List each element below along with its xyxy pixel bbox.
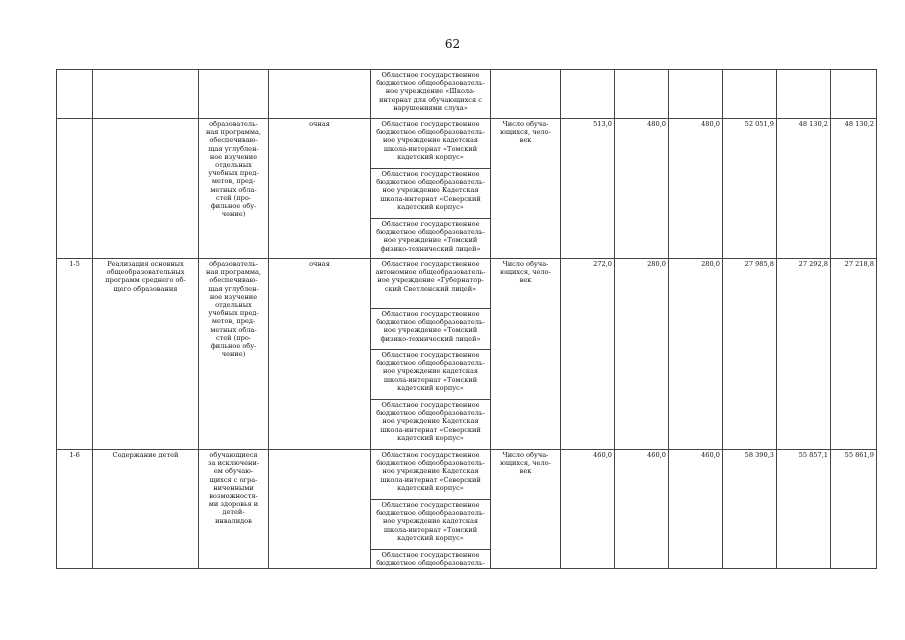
table-row	[57, 119, 877, 169]
row-id	[57, 119, 93, 259]
volume-1: 513,0	[561, 119, 615, 259]
service-content	[199, 70, 269, 119]
indicator-cell: Число обуча- ющихся, чело- век	[491, 450, 561, 569]
service-content: обучающиеся за исключени- ем обучаю- щихся с огра- ниченными возможностя- ми здоровья и детей- инвалидов	[199, 450, 269, 569]
finance-1: 27 985,8	[723, 259, 777, 450]
volume-2	[615, 70, 669, 119]
table-row	[57, 259, 877, 309]
institution-cell: Областное государственное бюджетное общеобразователь- ное учреждение Кадетская школа-интернат «Северский кадетский корпус»	[371, 400, 491, 450]
table-row	[57, 70, 877, 119]
finance-3	[831, 70, 877, 119]
volume-1: 460,0	[561, 450, 615, 569]
finance-2	[777, 70, 831, 119]
services-table	[56, 69, 877, 569]
institution-cell: Областное государственное бюджетное общеобразователь- ное учреждение Кадетская школа-интернат «Северский кадетский корпус»	[371, 169, 491, 219]
volume-1	[561, 70, 615, 119]
service-form: очная	[269, 259, 371, 450]
institution-cell: Областное государственное бюджетное общеобразователь- ное учреждение Кадетская школа-интернат «Северский кадетский корпус»	[371, 450, 491, 500]
institution-cell: Областное государственное бюджетное общеобразователь- ное учреждение кадетская школа-интернат «Томский кадетский корпус»	[371, 500, 491, 550]
page-number: 62	[444, 37, 461, 51]
finance-3: 55 861,9	[831, 450, 877, 569]
service-form	[269, 450, 371, 569]
indicator-cell: Число обуча- ющихся, чело- век	[491, 259, 561, 450]
service-content: образователь- ная программа, обеспечиваю- щая углублен- ное изучение отдельных учебных пред- метов, пред- метных обла- стей (про- фильное обу- чение)	[199, 119, 269, 259]
institution-cell: Областное государственное бюджетное общеобразователь- ное учреждение «Школа- интернат для обучающихся с нарушениями слуха»	[371, 70, 491, 119]
volume-3: 480,0	[669, 119, 723, 259]
institution-cell: Областное государственное бюджетное общеобразователь- ное учреждение «Томский физико-технический лицей»	[371, 309, 491, 350]
finance-3: 48 130,2	[831, 119, 877, 259]
finance-1: 52 051,9	[723, 119, 777, 259]
service-name: Содержание детей	[93, 450, 199, 569]
institution-cell: Областное государственное бюджетное общеобразователь- ное учреждение «Томский физико-технический лицей»	[371, 219, 491, 259]
institution-cell: Областное государственное бюджетное общеобразователь- ное учреждение кадетская школа-интернат «Томский кадетский корпус»	[371, 119, 491, 169]
finance-2: 55 857,1	[777, 450, 831, 569]
finance-2: 48 130,2	[777, 119, 831, 259]
service-name	[93, 70, 199, 119]
table-row	[57, 450, 877, 500]
volume-2: 480,0	[615, 119, 669, 259]
service-name: Реализация основных общеобразовательных программ среднего об- щего образования	[93, 259, 199, 450]
service-content: образователь- ная программа, обеспечиваю- щая углублен- ное изучение отдельных учебных пред- метов, пред- метных обла- стей (про- фильное обу- чение)	[199, 259, 269, 450]
row-id	[57, 70, 93, 119]
finance-1	[723, 70, 777, 119]
service-name	[93, 119, 199, 259]
service-form: очная	[269, 119, 371, 259]
finance-1: 58 390,3	[723, 450, 777, 569]
volume-3	[669, 70, 723, 119]
indicator-cell: Число обуча- ющихся, чело- век	[491, 119, 561, 259]
finance-2: 27 292,8	[777, 259, 831, 450]
institution-cell: Областное государственное автономное общеобразователь- ное учреждение «Губернатор- ский Светленский лицей»	[371, 259, 491, 309]
volume-2: 280,0	[615, 259, 669, 450]
volume-3: 280,0	[669, 259, 723, 450]
volume-3: 460,0	[669, 450, 723, 569]
institution-cell: Областное государственное бюджетное общеобразователь- ное учреждение кадетская школа-интернат «Томский кадетский корпус»	[371, 350, 491, 400]
institution-cell: Областное государственное бюджетное общеобразователь-	[371, 550, 491, 569]
finance-3: 27 218,8	[831, 259, 877, 450]
indicator-cell	[491, 70, 561, 119]
service-form	[269, 70, 371, 119]
row-id: 1-5	[57, 259, 93, 450]
volume-2: 460,0	[615, 450, 669, 569]
row-id: 1-6	[57, 450, 93, 569]
volume-1: 272,0	[561, 259, 615, 450]
